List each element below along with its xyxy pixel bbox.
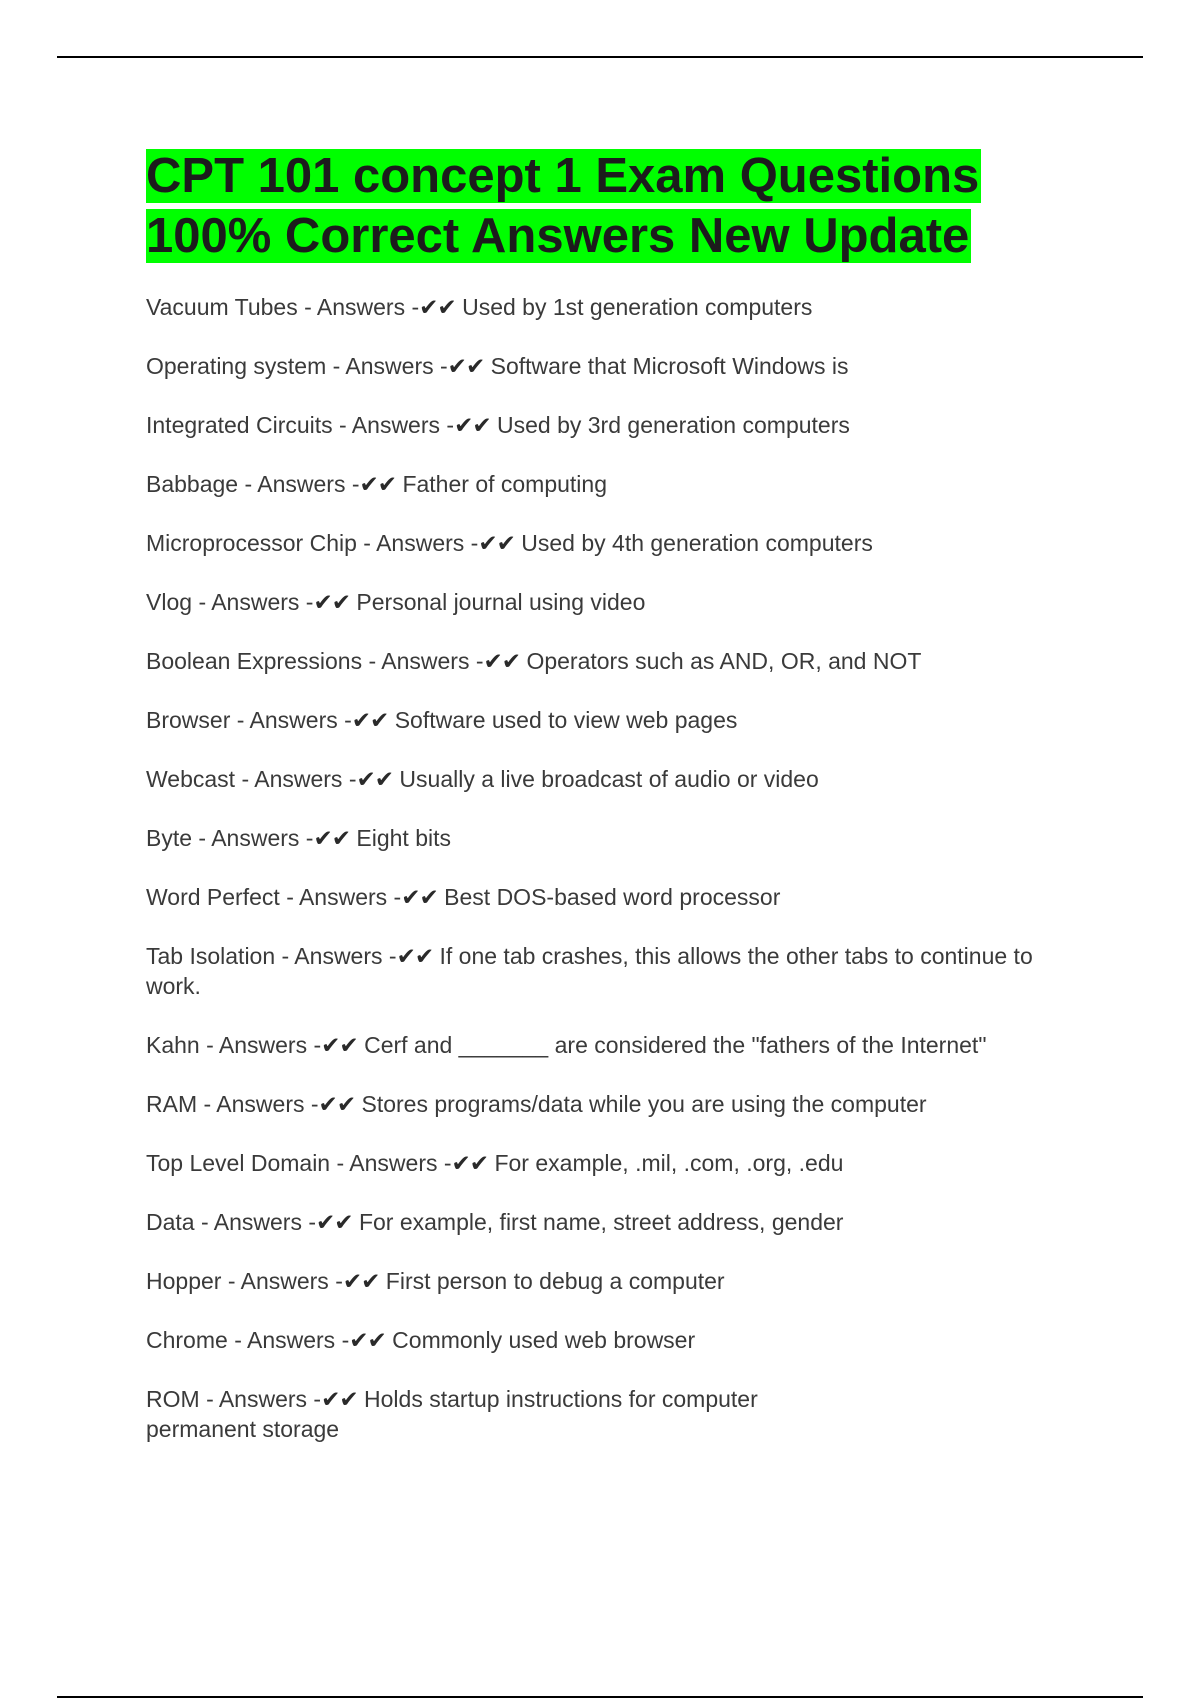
qa-item [146,528,1081,558]
qa-term: Hopper [146,1268,222,1294]
qa-separator: - Answers - [200,1209,317,1235]
qa-term: Chrome [146,1327,228,1353]
qa-answer: Personal journal using video [356,589,646,615]
qa-term: Word Perfect [146,884,280,910]
qa-term: Tab Isolation [146,943,276,969]
qa-answer: Software that Microsoft Windows is [490,353,849,379]
check-mark-icon: ✔✔ [313,589,351,615]
check-mark-icon: ✔✔ [351,707,389,733]
qa-item [146,469,1081,499]
qa-term: Boolean Expressions [146,648,363,674]
qa-item [146,410,1081,440]
qa-list [146,292,1081,1444]
bottom-divider [57,1696,1143,1698]
qa-term: ROM [146,1386,200,1412]
qa-answer: Eight bits [356,825,451,851]
qa-separator: - Answers - [227,1268,343,1294]
qa-separator: - Answers - [332,353,448,379]
qa-answer: Used by 1st generation computers [462,294,813,320]
qa-answer: Father of computing [402,471,608,497]
check-mark-icon: ✔✔ [447,353,485,379]
qa-item [146,705,1081,735]
check-mark-icon: ✔✔ [349,1327,386,1353]
qa-separator: - Answers - [206,1032,322,1058]
check-mark-icon: ✔✔ [483,648,521,674]
qa-answer: Best DOS-based word processor [444,884,781,910]
qa-separator: - Answers - [241,766,357,792]
qa-term: Operating system [146,353,327,379]
qa-separator: - Answers - [234,1327,350,1353]
qa-item [146,1207,1081,1237]
qa-answer: First person to debug a computer [385,1268,725,1294]
qa-separator: - Answers - [304,294,420,320]
qa-item [146,1266,1081,1296]
qa-answer: Cerf and _______ are considered the "fathers of the Internet" [364,1032,987,1058]
document-body [146,146,1081,1473]
qa-item [146,941,1081,1001]
qa-item [146,1030,1081,1060]
qa-answer: For example, .mil, .com, .org, .edu [494,1150,844,1176]
qa-term: Webcast [146,766,236,792]
qa-item [146,587,1081,617]
title-line-2: 100% Correct Answers New Update [146,209,970,263]
qa-term: Data [146,1209,195,1235]
qa-answer-continued: permanent storage [146,1416,340,1442]
qa-answer: Used by 3rd generation computers [497,412,850,438]
qa-item [146,1148,1081,1178]
qa-term: Top Level Domain [146,1150,331,1176]
qa-answer: Holds startup instructions for computer [364,1386,758,1412]
qa-term: Byte [146,825,193,851]
qa-answer: Operators such as AND, OR, and NOT [526,648,922,674]
page-title [146,146,1081,266]
title-line-1: CPT 101 concept 1 Exam Questions [146,149,980,203]
qa-separator: - Answers - [244,471,360,497]
check-mark-icon: ✔✔ [478,530,515,556]
qa-item [146,764,1081,794]
check-mark-icon: ✔✔ [356,766,394,792]
qa-separator: - Answers - [281,943,397,969]
qa-separator: - Answers - [203,1091,319,1117]
qa-separator: - Answers - [206,1386,322,1412]
qa-answer: Stores programs/data while you are using the computer [361,1091,927,1117]
qa-separator: - Answers - [336,1150,452,1176]
top-divider [57,56,1143,58]
check-mark-icon: ✔✔ [342,1268,380,1294]
check-mark-icon: ✔✔ [454,412,491,438]
check-mark-icon: ✔✔ [359,471,397,497]
qa-separator: - Answers - [368,648,484,674]
check-mark-icon: ✔✔ [316,1209,353,1235]
qa-term: Browser [146,707,231,733]
qa-term: RAM [146,1091,198,1117]
qa-separator: - Answers - [236,707,352,733]
qa-term: Microprocessor Chip [146,530,357,556]
check-mark-icon: ✔✔ [401,884,438,910]
qa-item [146,882,1081,912]
qa-separator: - Answers - [286,884,402,910]
qa-item [146,823,1081,853]
qa-term: Vacuum Tubes [146,294,298,320]
check-mark-icon: ✔✔ [396,943,434,969]
qa-item [146,292,1081,322]
qa-item [146,1384,1081,1444]
check-mark-icon: ✔✔ [318,1091,356,1117]
qa-term: Vlog [146,589,193,615]
qa-term: Babbage [146,471,239,497]
qa-answer: Usually a live broadcast of audio or video [399,766,819,792]
qa-answer: Used by 4th generation computers [521,530,873,556]
qa-answer: Commonly used web browser [392,1327,696,1353]
qa-answer: If one tab crashes, this allows the other tabs to continue to work. [146,943,1033,999]
qa-separator: - Answers - [198,825,314,851]
qa-separator: - Answers - [198,589,314,615]
qa-separator: - Answers - [363,530,479,556]
check-mark-icon: ✔✔ [321,1032,358,1058]
qa-item [146,1089,1081,1119]
check-mark-icon: ✔✔ [321,1386,358,1412]
check-mark-icon: ✔✔ [451,1150,489,1176]
check-mark-icon: ✔✔ [419,294,456,320]
qa-term: Integrated Circuits [146,412,333,438]
check-mark-icon: ✔✔ [313,825,350,851]
qa-item [146,1325,1081,1355]
qa-answer: For example, first name, street address, gender [358,1209,844,1235]
qa-item [146,646,1081,676]
qa-item [146,351,1081,381]
qa-term: Kahn [146,1032,200,1058]
qa-separator: - Answers - [339,412,455,438]
qa-answer: Software used to view web pages [394,707,738,733]
